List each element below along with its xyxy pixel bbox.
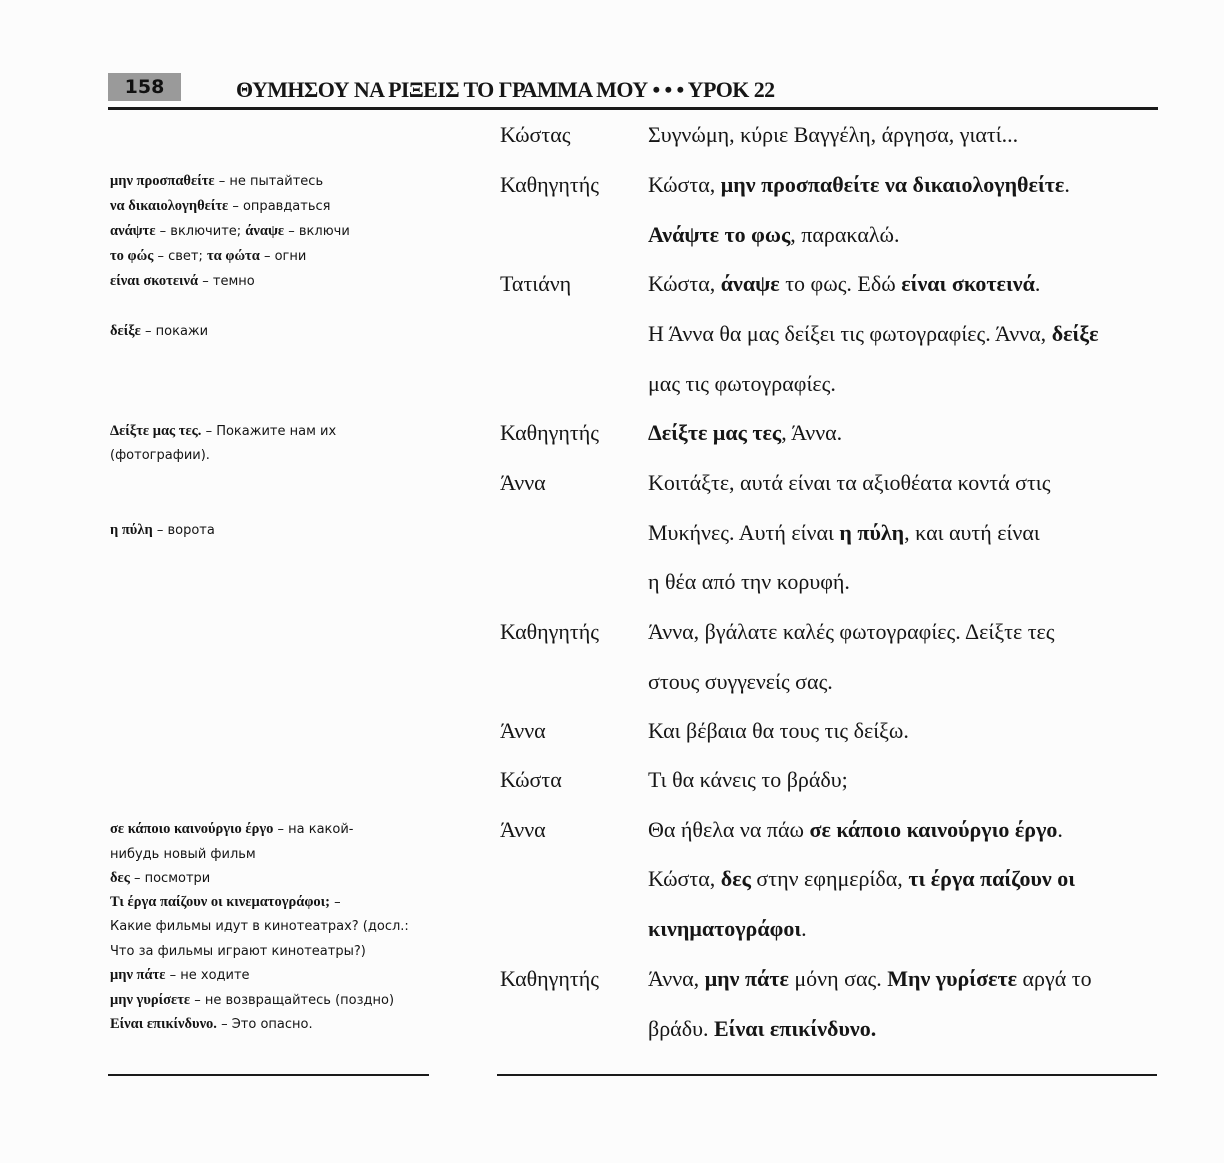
glossary-entry [110,917,440,936]
bold-term: η πύλη [110,522,153,538]
glossary-entry [110,820,440,839]
page-number: 158 [108,73,181,101]
text-segment: – не возвращайтесь (поздно) [190,993,395,1008]
speaker-name: Καθηγητής [500,966,599,991]
text-segment: – Покажите нам их [201,424,337,439]
glossary-bottom-rule [108,1074,429,1076]
bold-term: Δείξτε μας τες. [110,423,202,439]
text-segment: Η Άννα θα μας δείξει τις φωτογραφίες. Άννα, [648,321,1052,346]
bold-term: είναι σκοτεινά [110,273,199,289]
text-segment: – темно [198,274,255,289]
glossary-entry [110,521,440,540]
text-segment: μόνη σας. [788,966,888,991]
text-segment: – оправдаться [228,199,331,214]
dialogue-line [648,669,833,695]
glossary-entry [110,1015,440,1034]
bold-term: σε κάποιο καινούργιο έργο [809,817,1058,842]
dialogue-line [648,619,1055,645]
text-segment: – огни [259,249,307,264]
bold-term: σε κάποιο καινούργιο έργο [110,821,274,837]
bold-term: δες [720,866,751,891]
glossary-entry [110,966,440,985]
speaker-name: Κώστας [500,122,571,147]
text-segment: – [330,895,341,910]
bold-term: Τι έργα παίζουν οι κινεματογράφοι; [110,894,330,910]
text-segment: μας τις φωτογραφίες. [648,371,836,396]
text-segment: . [1064,172,1070,197]
text-segment: στην εφημερίδα, [750,866,909,891]
running-title: ΘΥΜΗΣΟΥ ΝΑ ΡΙΞΕΙΣ ΤΟ ΓΡΑΜΜΑ ΜΟΥ • • • ΥΡΟΚ 22 [236,77,775,102]
text-segment: Θα ήθελα να πάω [648,817,810,842]
text-segment: – свет; [153,249,207,264]
bold-term: κινηματογράφοι [648,916,802,941]
bold-term: άναψε [720,271,780,296]
bold-term: είναι σκοτεινά [901,271,1035,296]
bold-term: Είναι επικίνδυνο. [713,1016,877,1041]
bold-term: μην προσπαθείτε να δικαιολογηθείτε [720,172,1065,197]
bold-term: τι έργα παίζουν οι [908,866,1076,891]
text-segment: στους συγγενείς σας. [648,669,833,694]
dialogue-line [648,321,1099,347]
dialogue-line [648,420,842,446]
glossary-entry [110,172,440,191]
speaker-name: Κώστα [500,767,562,792]
text-segment: – не пытайтесь [214,174,324,189]
text-segment: . [1057,817,1063,842]
text-segment: Κοιτάξτε, αυτά είναι τα αξιοθέατα κοντά στις [648,470,1051,495]
bold-term: να δικαιολογηθείτε [110,198,229,214]
text-segment: – Это опасно. [216,1017,313,1032]
bold-term: άναψε [245,223,285,239]
bold-term: μην προσπαθείτε [110,173,215,189]
dialogue-line [648,817,1063,843]
text-segment: αργά το [1017,966,1092,991]
text-segment: – покажи [140,324,209,339]
text-segment: – включи [284,224,350,239]
text-segment: Что за фильмы играют кинотеатры?) [110,944,366,959]
dialogue-line [648,271,1040,297]
dialogue-line [648,569,850,595]
glossary-entry [110,446,440,465]
text-segment: , παρακαλώ. [790,222,900,247]
dialogue-line [648,916,807,942]
text-segment: – включите; [155,224,246,239]
text-segment: , Άννα. [781,420,843,445]
text-segment: Συγνώμη, κύριε Βαγγέλη, άργησα, γιατί... [648,122,1019,147]
glossary-entry [110,845,440,864]
glossary-entry [110,869,440,888]
dialogue-bottom-rule [497,1074,1157,1076]
text-segment: (фотографии). [110,448,210,463]
bold-term: Ανάψτε το φως [648,222,791,247]
bold-term: η πύλη [839,520,905,545]
text-segment: – ворота [152,523,215,538]
dialogue-line [648,470,1050,496]
bold-term: δείξε [110,323,141,339]
text-segment: Κώστα, [648,866,721,891]
bold-term: Είναι επικίνδυνο. [110,1016,217,1032]
dialogue-line [648,1016,876,1042]
dialogue-line [648,718,909,744]
dialogue-line [648,767,848,793]
bold-term: Μην γυρίσετε [887,966,1018,991]
header-rule [108,107,1158,110]
dialogue-line [648,520,1040,546]
text-segment: Άννα, βγάλατε καλές φωτογραφίες. Δείξτε τες [648,619,1055,644]
glossary-entry [110,422,440,441]
dialogue-line [648,966,1092,992]
speaker-name: Άννα [500,718,546,743]
text-segment: нибудь новый фильм [110,847,256,862]
bold-term: δείξε [1051,321,1099,346]
glossary-entry [110,272,440,291]
text-segment: Τι θα κάνεις το βράδυ; [648,767,848,792]
bold-term: το φώς [110,248,154,264]
glossary-entry [110,197,440,216]
dialogue-line [648,222,900,248]
text-segment: , και αυτή είναι [904,520,1040,545]
speaker-name: Καθηγητής [500,619,599,644]
bold-term: δες [110,870,130,886]
glossary-entry [110,942,440,961]
text-segment: – на какой- [273,822,354,837]
bold-term: τα φώτα [207,248,260,264]
speaker-name: Καθηγητής [500,172,599,197]
glossary-entry [110,991,440,1010]
bold-term: ανάψτε [110,223,156,239]
text-segment: Μυκήνες. Αυτή είναι [648,520,840,545]
bold-term: Δείξτε μας τες [648,420,782,445]
text-segment: η θέα από την κορυφή. [648,569,850,594]
glossary-entry [110,893,440,912]
text-segment: . [1034,271,1041,296]
dialogue-line [648,122,1018,148]
bold-term: μην πάτε [110,967,166,983]
bold-term: μην πάτε [704,966,789,991]
speaker-name: Άννα [500,470,546,495]
glossary-entry [110,247,440,266]
speaker-name: Καθηγητής [500,420,599,445]
text-segment: Κώστα, [648,172,721,197]
text-segment: το φως. Εδώ [779,271,902,296]
text-segment: . [801,916,807,941]
text-segment: βράδυ. [648,1016,714,1041]
dialogue-line [648,172,1070,198]
speaker-name: Άννα [500,817,546,842]
dialogue-line [648,371,836,397]
text-segment: Άννα, [648,966,705,991]
dialogue-line [648,866,1075,892]
text-segment: – не ходите [165,968,250,983]
glossary-entry [110,222,440,241]
glossary-entry [110,322,440,341]
text-segment: Και βέβαια θα τους τις δείξω. [648,718,909,743]
text-segment: – посмотри [129,871,211,886]
text-segment: Κώστα, [648,271,721,296]
text-segment: Какие фильмы идут в кинотеатрах? (досл.: [110,919,409,934]
speaker-name: Τατιάνη [500,271,572,296]
bold-term: μην γυρίσετε [110,992,191,1008]
